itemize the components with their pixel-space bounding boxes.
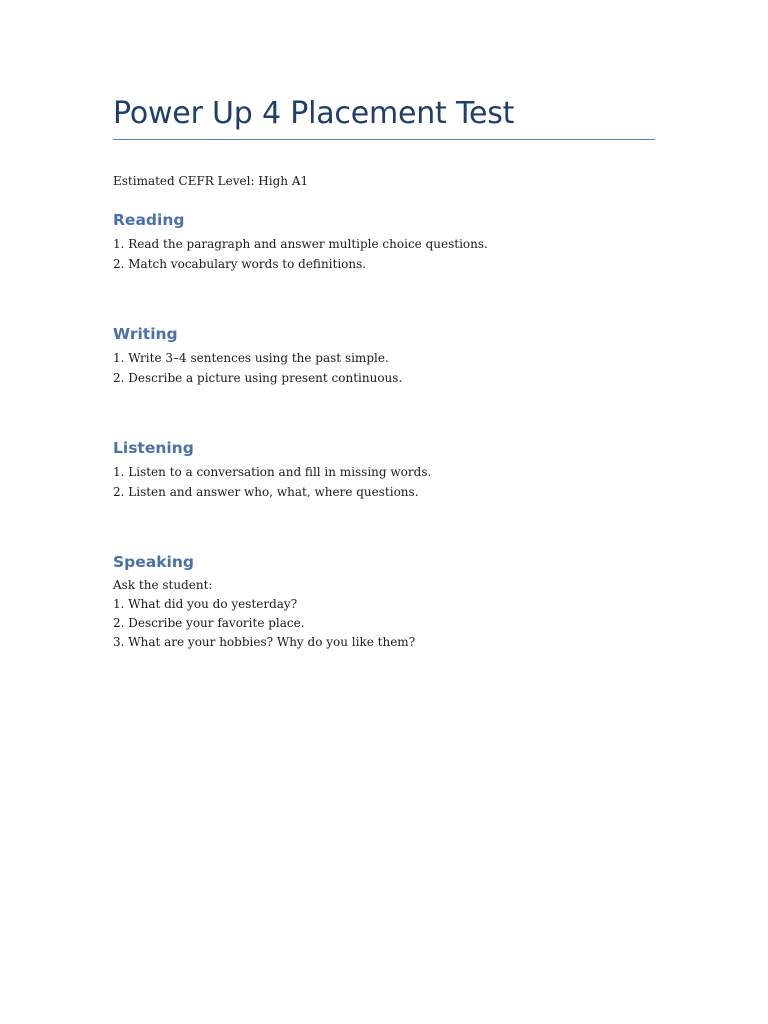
section-writing [113,323,655,388]
reading-item: 2. Match vocabulary words to definitions. [113,257,367,271]
speaking-item: 3. What are your hobbies? Why do you like them? [113,635,416,649]
speaking-item: 2. Describe your favorite place. [113,616,305,630]
speaking-intro: Ask the student: [113,578,213,592]
reading-item: 1. Read the paragraph and answer multiple choice questions. [113,237,488,251]
section-speaking [113,551,655,652]
section-heading-speaking: Speaking [113,553,194,571]
section-listening [113,437,655,502]
listening-item: 1. Listen to a conversation and fill in missing words. [113,465,432,479]
listening-item: 2. Listen and answer who, what, where questions. [113,485,419,499]
writing-item: 1. Write 3–4 sentences using the past simple. [113,351,389,365]
document-title: Power Up 4 Placement Test [113,96,515,131]
section-heading-writing: Writing [113,325,178,343]
writing-item: 2. Describe a picture using present continuous. [113,371,403,385]
section-heading-listening: Listening [113,439,194,457]
title-underline [113,139,655,140]
speaking-item: 1. What did you do yesterday? [113,597,298,611]
section-reading [113,209,655,274]
section-heading-reading: Reading [113,211,185,229]
cefr-level-line: Estimated CEFR Level: High A1 [113,174,309,188]
